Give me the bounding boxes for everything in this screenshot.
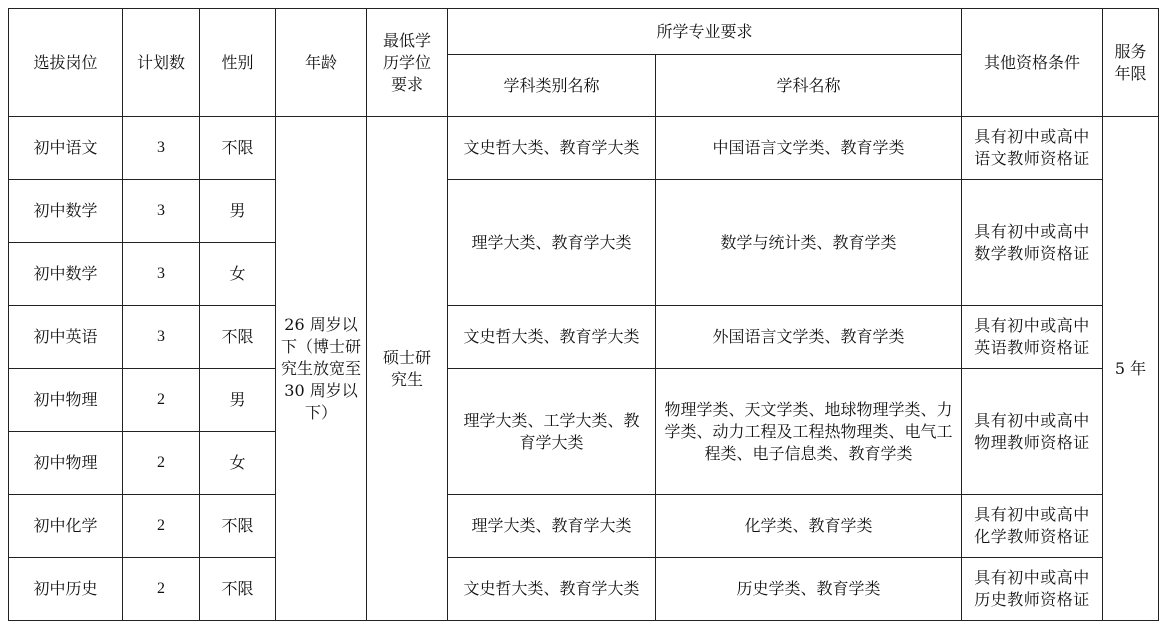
- degree-requirement-cell: 硕士研究生: [367, 117, 448, 621]
- qualification-cell: 具有初中或高中语文教师资格证: [962, 117, 1103, 180]
- plan-cell: 2: [123, 558, 200, 621]
- category-cell: 文史哲大类、教育学大类: [448, 306, 656, 369]
- header-other-qualifications: 其他资格条件: [962, 9, 1103, 117]
- header-position: 选拔岗位: [9, 9, 123, 117]
- qualification-cell: 具有初中或高中化学教师资格证: [962, 495, 1103, 558]
- position-cell: 初中物理: [9, 369, 123, 432]
- header-plan: 计划数: [123, 9, 200, 117]
- service-years-cell: 5 年: [1103, 117, 1159, 621]
- category-cell: 文史哲大类、教育学大类: [448, 558, 656, 621]
- subject-cell: 外国语言文学类、教育学类: [656, 306, 962, 369]
- age-requirement-cell: 26 周岁以下（博士研究生放宽至 30 周岁以下）: [276, 117, 367, 621]
- position-cell: 初中英语: [9, 306, 123, 369]
- table-row: [9, 495, 1159, 558]
- category-cell: 理学大类、教育学大类: [448, 180, 656, 306]
- plan-cell: 2: [123, 432, 200, 495]
- subject-cell: 化学类、教育学类: [656, 495, 962, 558]
- plan-cell: 3: [123, 180, 200, 243]
- header-major-requirement: 所学专业要求: [448, 9, 962, 55]
- gender-cell: 不限: [200, 495, 276, 558]
- qualification-cell: 具有初中或高中数学教师资格证: [962, 180, 1103, 306]
- plan-cell: 3: [123, 117, 200, 180]
- subject-cell: 数学与统计类、教育学类: [656, 180, 962, 306]
- position-cell: 初中语文: [9, 117, 123, 180]
- header-degree: 最低学历学位要求: [367, 9, 448, 117]
- gender-cell: 女: [200, 243, 276, 306]
- gender-cell: 男: [200, 180, 276, 243]
- position-cell: 初中数学: [9, 180, 123, 243]
- header-category: 学科类别名称: [448, 55, 656, 117]
- position-cell: 初中化学: [9, 495, 123, 558]
- qualification-cell: 具有初中或高中物理教师资格证: [962, 369, 1103, 495]
- table-row: [9, 117, 1159, 180]
- gender-cell: 不限: [200, 117, 276, 180]
- header-subject: 学科名称: [656, 55, 962, 117]
- gender-cell: 不限: [200, 306, 276, 369]
- subject-cell: 历史学类、教育学类: [656, 558, 962, 621]
- plan-cell: 2: [123, 369, 200, 432]
- gender-cell: 男: [200, 369, 276, 432]
- category-cell: 理学大类、教育学大类: [448, 495, 656, 558]
- table-row: [9, 558, 1159, 621]
- plan-cell: 3: [123, 243, 200, 306]
- plan-cell: 3: [123, 306, 200, 369]
- plan-cell: 2: [123, 495, 200, 558]
- qualification-cell: 具有初中或高中历史教师资格证: [962, 558, 1103, 621]
- recruitment-table: [8, 8, 1159, 621]
- position-cell: 初中数学: [9, 243, 123, 306]
- table-row: [9, 306, 1159, 369]
- gender-cell: 不限: [200, 558, 276, 621]
- gender-cell: 女: [200, 432, 276, 495]
- qualification-cell: 具有初中或高中英语教师资格证: [962, 306, 1103, 369]
- header-service-years: 服务年限: [1103, 9, 1159, 117]
- header-row-1: [9, 9, 1159, 55]
- subject-cell: 物理学类、天文学类、地球物理学类、力学类、动力工程及工程热物理类、电气工程类、电子信息类、教育学类: [656, 369, 962, 495]
- subject-cell: 中国语言文学类、教育学类: [656, 117, 962, 180]
- table-row: [9, 180, 1159, 243]
- header-gender: 性别: [200, 9, 276, 117]
- header-age: 年龄: [276, 9, 367, 117]
- category-cell: 理学大类、工学大类、教育学大类: [448, 369, 656, 495]
- position-cell: 初中历史: [9, 558, 123, 621]
- position-cell: 初中物理: [9, 432, 123, 495]
- table-row: [9, 369, 1159, 432]
- category-cell: 文史哲大类、教育学大类: [448, 117, 656, 180]
